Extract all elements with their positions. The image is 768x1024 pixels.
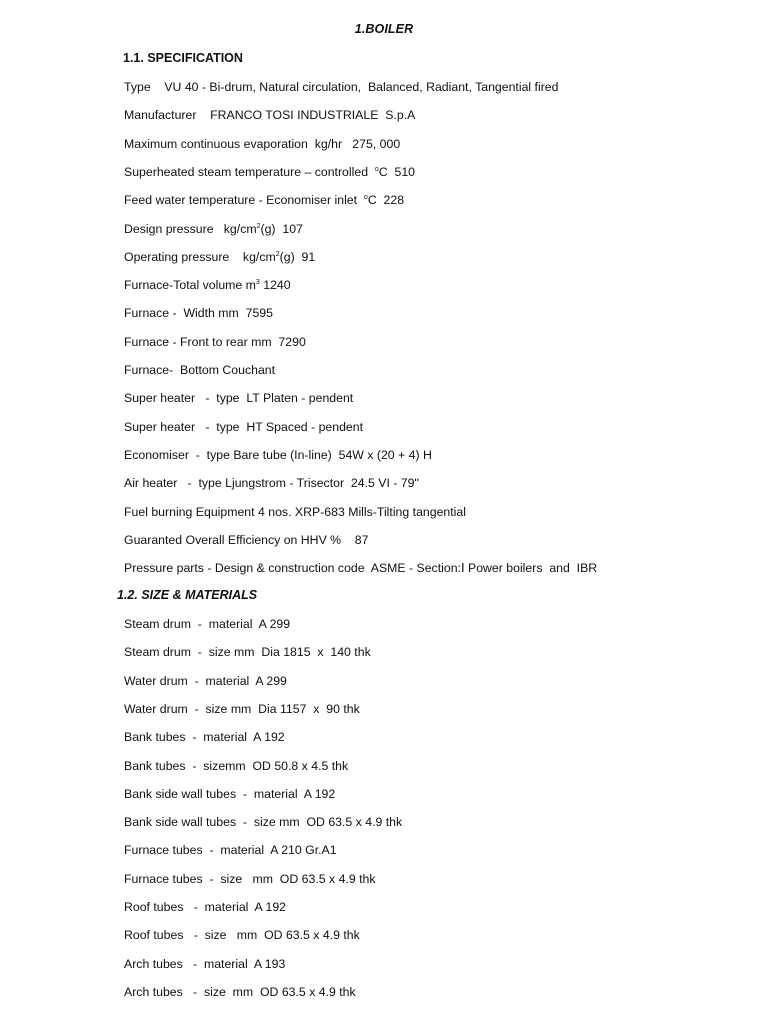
line-text: Guaranted Overall Efficiency on HHV % 87 xyxy=(124,532,369,547)
specification-line xyxy=(124,108,415,122)
line-text-suffix: C 228 xyxy=(367,193,405,208)
line-text: Arch tubes - size mm OD 63.5 x 4.9 thk xyxy=(124,984,356,999)
size-materials-line xyxy=(124,815,402,829)
line-text: Manufacturer FRANCO TOSI INDUSTRIALE S.p.A xyxy=(124,108,416,123)
line-text: Bank tubes - sizemm OD 50.8 x 4.5 thk xyxy=(124,758,349,773)
line-text: Super heater - type LT Platen - pendent xyxy=(124,391,354,406)
line-text-suffix: (g) 107 xyxy=(260,221,303,236)
specification-line xyxy=(124,137,400,151)
line-text: Design pressure kg/cm xyxy=(124,221,257,236)
line-text: Furnace - Width mm 7595 xyxy=(124,306,273,321)
line-text: Maximum continuous evaporation kg/hr 275, 000 xyxy=(124,136,401,151)
line-text: Feed water temperature - Economiser inlet xyxy=(124,193,364,208)
size-materials-line xyxy=(124,843,337,857)
line-text: Bank tubes - material A 192 xyxy=(124,730,285,745)
superscript: o xyxy=(363,194,368,202)
size-materials-line xyxy=(124,957,285,971)
line-text: Furnace - Front to rear mm 7290 xyxy=(124,334,306,349)
line-text: Furnace-Total volume m xyxy=(124,278,256,293)
line-text: Bank side wall tubes - size mm OD 63.5 x 4.9 thk xyxy=(124,815,403,830)
superscript: 3 xyxy=(255,279,260,287)
specification-line xyxy=(124,278,291,292)
superscript: 2 xyxy=(275,250,280,258)
line-text: Pressure parts - Design & construction code ASME - Section:Ⅰ Power boilers and IBR xyxy=(124,561,598,576)
size-materials-line xyxy=(124,985,356,999)
specification-line xyxy=(124,561,597,575)
line-text: Roof tubes - size mm OD 63.5 x 4.9 thk xyxy=(124,928,360,943)
line-text: Operating pressure kg/cm xyxy=(124,249,276,264)
line-text: Furnace- Bottom Couchant xyxy=(124,363,276,377)
line-text: Furnace tubes - size mm OD 63.5 x 4.9 thk xyxy=(124,871,376,886)
line-text: Air heater - type Ljungstrom - Trisector 24.5 VI - 79" xyxy=(124,476,419,491)
specification-line xyxy=(124,250,315,264)
specification-line xyxy=(124,420,363,434)
size-materials-line xyxy=(124,928,360,942)
size-materials-line xyxy=(124,617,290,631)
line-text: Type VU 40 - Bi-drum, Natural circulation, Balanced, Radiant, Tangential fired xyxy=(124,80,559,94)
specification-line xyxy=(124,505,466,519)
size-materials-line xyxy=(124,730,285,744)
line-text: Water drum - size mm Dia 1157 x 90 thk xyxy=(124,701,360,716)
specification-line xyxy=(124,476,419,490)
line-text: Steam drum - size mm Dia 1815 x 140 thk xyxy=(124,645,371,660)
size-materials-line xyxy=(124,759,348,773)
line-text-suffix: 1240 xyxy=(259,278,291,293)
line-text-suffix: C 510 xyxy=(378,164,416,179)
section-heading-specification: 1.1. SPECIFICATION xyxy=(123,51,243,65)
line-text: Superheated steam temperature – controlled xyxy=(124,164,375,179)
specification-line xyxy=(124,193,404,207)
specification-line xyxy=(124,306,273,320)
size-materials-line xyxy=(124,645,371,659)
line-text-suffix: (g) 91 xyxy=(279,249,316,264)
specification-line xyxy=(124,391,353,405)
specification-line xyxy=(124,533,368,547)
section-heading-size-materials: 1.2. SIZE & MATERIALS xyxy=(117,588,258,602)
size-materials-line xyxy=(124,900,286,914)
superscript: o xyxy=(374,165,379,173)
line-text: Steam drum - material A 299 xyxy=(124,617,291,631)
specification-line xyxy=(124,80,558,94)
line-text: Roof tubes - material A 192 xyxy=(124,900,286,914)
superscript: 2 xyxy=(256,222,261,230)
specification-line xyxy=(124,222,303,236)
line-text: Arch tubes - material A 193 xyxy=(124,956,286,971)
specification-line xyxy=(124,448,432,462)
specification-line xyxy=(124,165,415,179)
line-text: Bank side wall tubes - material A 192 xyxy=(124,786,336,801)
size-materials-line xyxy=(124,872,376,886)
document-title: 1.BOILER xyxy=(354,22,414,36)
line-text: Water drum - material A 299 xyxy=(124,673,287,688)
line-text: Furnace tubes - material A 210 Gr.A1 xyxy=(124,843,337,858)
size-materials-line xyxy=(124,787,335,801)
line-text: Economiser - type Bare tube (In-line) 54W x (20 + 4) H xyxy=(124,447,432,462)
specification-line xyxy=(124,335,306,349)
specification-line xyxy=(124,363,275,377)
size-materials-line xyxy=(124,674,287,688)
size-materials-line xyxy=(124,702,360,716)
line-text: Fuel burning Equipment 4 nos. XRP-683 Mills-Tilting tangential xyxy=(124,504,466,519)
line-text: Super heater - type HT Spaced - pendent xyxy=(124,419,364,434)
